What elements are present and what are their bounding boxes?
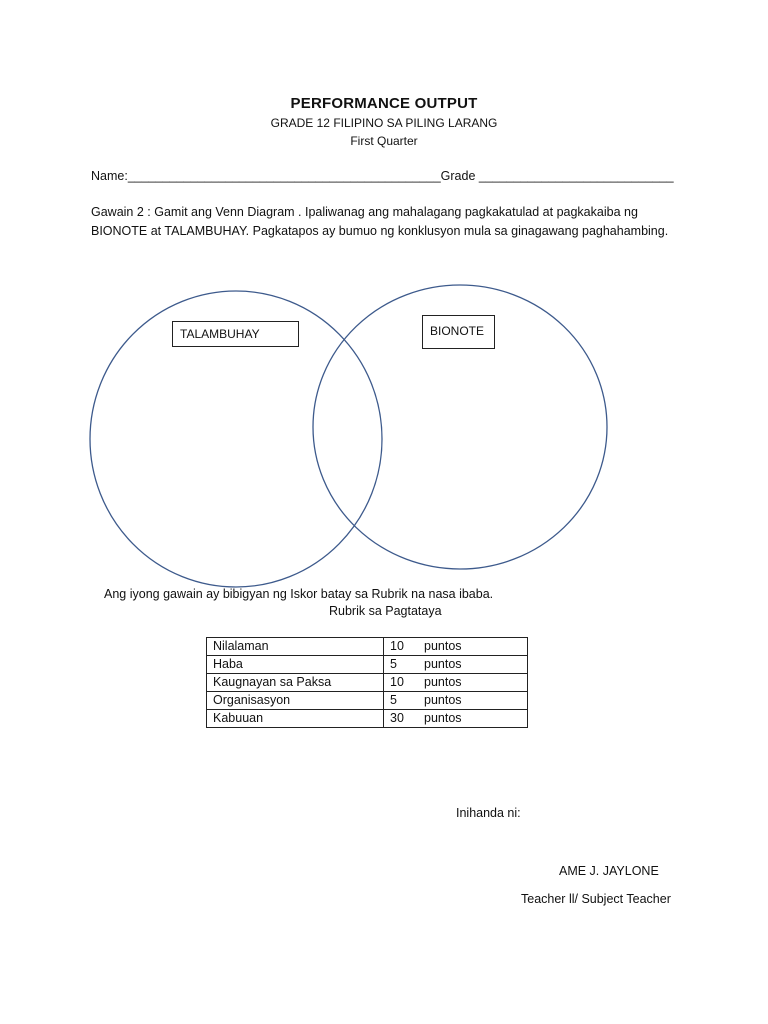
rubric-unit: puntos <box>424 711 462 725</box>
venn-left-label: TALAMBUHAY <box>172 321 299 347</box>
rubric-points-cell <box>384 674 528 692</box>
venn-right-label: BIONOTE <box>422 315 495 349</box>
rubric-title: Rubrik sa Pagtataya <box>329 604 442 618</box>
quarter-label: First Quarter <box>350 134 418 148</box>
rubric-unit: puntos <box>424 693 462 707</box>
rubric-criterion: Kabuuan <box>207 710 384 728</box>
table-row <box>207 710 528 728</box>
table-row <box>207 638 528 656</box>
rubric-points: 30 <box>390 711 404 725</box>
rubric-criterion: Nilalaman <box>207 638 384 656</box>
task-line-1: Gawain 2 : Gamit ang Venn Diagram . Ipaliwanag ang mahalagang pagkakatulad at pagkakaiba ng <box>91 205 638 219</box>
teacher-name: AME J. JAYLONE <box>559 864 659 878</box>
table-row <box>207 656 528 674</box>
name-grade-line: Name:_____________________________________________Grade ____________________________ <box>91 169 674 183</box>
rubric-points-cell <box>384 638 528 656</box>
rubric-unit: puntos <box>424 639 462 653</box>
task-line-2: BIONOTE at TALAMBUHAY. Pagkatapos ay bumuo ng konklusyon mula sa ginagawang paghahambing. <box>91 224 669 238</box>
page-title: PERFORMANCE OUTPUT <box>290 95 478 112</box>
rubric-unit: puntos <box>424 657 462 671</box>
rubric-table <box>206 637 528 728</box>
table-row <box>207 692 528 710</box>
rubric-points-cell <box>384 710 528 728</box>
table-row <box>207 674 528 692</box>
rubric-points: 10 <box>390 675 404 689</box>
page-subtitle: GRADE 12 FILIPINO SA PILING LARANG <box>270 116 498 130</box>
rubric-points-cell <box>384 656 528 674</box>
rubric-points-cell <box>384 692 528 710</box>
rubric-intro: Ang iyong gawain ay bibigyan ng Iskor batay sa Rubrik na nasa ibaba. <box>104 587 494 601</box>
rubric-criterion: Kaugnayan sa Paksa <box>207 674 384 692</box>
rubric-unit: puntos <box>424 675 462 689</box>
rubric-criterion: Organisasyon <box>207 692 384 710</box>
rubric-points: 10 <box>390 639 404 653</box>
prepared-by-label: Inihanda ni: <box>456 806 521 820</box>
rubric-points: 5 <box>390 693 397 707</box>
rubric-points: 5 <box>390 657 397 671</box>
rubric-criterion: Haba <box>207 656 384 674</box>
teacher-role: Teacher ll/ Subject Teacher <box>521 892 671 906</box>
